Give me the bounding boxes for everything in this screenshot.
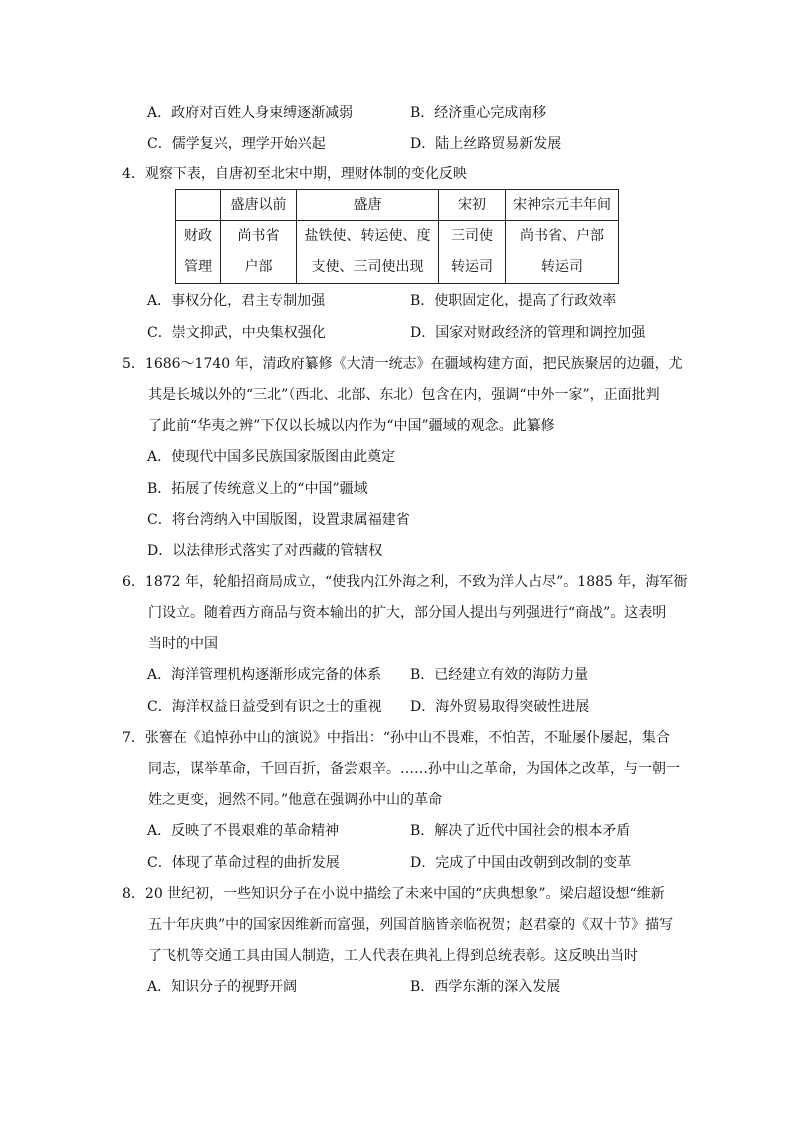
- table-cell: [439, 221, 506, 284]
- table-header-cell: 宋初: [439, 190, 506, 221]
- q7-stem-line: 7．张謇在《追悼孙中山的演说》中指出：“孙中山不畏难，不怕苦，不耻屡仆屡起，集合: [122, 730, 671, 746]
- q6-stem-line: 6．1872 年，轮船招商局成立，“使我内江外海之利，不致为洋人占尽”。1885 年，海军衙: [122, 574, 688, 590]
- table-cell-line: 转运司: [541, 259, 583, 275]
- q4-option-b: B．使职固定化，提高了行政效率: [410, 293, 617, 309]
- q3-option-b: B．经济重心完成南移: [410, 105, 547, 121]
- q5-option-a: A．使现代中国多民族国家版图由此奠定: [147, 449, 396, 465]
- q6-stem-line: 门设立。随着西方商品与资本输出的扩大，部分国人提出与列强进行“商战”。这表明: [148, 605, 667, 621]
- q8-stem-line: 五十年庆典”中的国家因维新而富强，列国首脑皆亲临祝贺；赵君豪的《双十节》描写: [148, 917, 674, 933]
- q5-stem-line: 其是长城以外的“三北”（西北、北部、东北）包含在内，强调“中外一家”，正面批判: [148, 387, 660, 403]
- q8-stem-line: 8．20 世纪初，一些知识分子在小说中描绘了未来中国的“庆典想象”。梁启超设想“维新: [122, 886, 665, 902]
- table-cell-line: 户部: [244, 259, 273, 275]
- table-cell-line: 尚书省、户部: [520, 228, 604, 244]
- table-header-cell: 宋神宗元丰年间: [506, 190, 619, 221]
- q5-stem-line: 了此前“华夷之辨”下仅以长城以内作为“中国”疆域的观念。此纂修: [148, 418, 555, 434]
- table-row-label: [176, 221, 221, 284]
- q6-option-d: D．海外贸易取得突破性进展: [410, 699, 590, 715]
- table-row-label-line: 管理: [184, 259, 212, 275]
- q7-option-c: C．体现了革命过程的曲折发展: [147, 855, 340, 871]
- table-row-label-line: 财政: [184, 228, 212, 244]
- table-header-cell: 盛唐以前: [221, 190, 297, 221]
- q7-option-b: B．解决了近代中国社会的根本矛盾: [410, 823, 631, 839]
- q7-option-d: D．完成了中国由改朝到改制的变革: [410, 855, 632, 871]
- table-cell-line: 盐铁使、转运使、度: [304, 228, 431, 244]
- q3-option-c: C．儒学复兴，理学开始兴起: [147, 136, 326, 152]
- table-header-cell: 盛唐: [297, 190, 439, 221]
- finance-system-table: [175, 189, 619, 284]
- q4-option-a: A．事权分化，君主专制加强: [147, 293, 326, 309]
- q8-option-a: A．知识分子的视野开阔: [147, 979, 298, 995]
- q5-option-c: C．将台湾纳入中国版图，设置隶属福建省: [147, 512, 410, 528]
- q3-option-d: D．陆上丝路贸易新发展: [410, 136, 562, 152]
- q7-stem-line: 同志，谋举革命，千回百折，备尝艰辛。……孙中山之革命，为国体之改革，与一朝一: [148, 761, 680, 777]
- q7-option-a: A．反映了不畏艰难的革命精神: [147, 823, 340, 839]
- table-cell-line: 支使、三司使出现: [311, 259, 424, 275]
- table-row: [176, 221, 619, 284]
- q5-option-d: D．以法律形式落实了对西藏的管辖权: [147, 543, 383, 559]
- q4-option-c: C．崇文抑武，中央集权强化: [147, 325, 326, 341]
- table-cell: [297, 221, 439, 284]
- table-header-empty: [176, 190, 221, 221]
- table-header-row: [176, 190, 619, 221]
- q8-option-b: B．西学东渐的深入发展: [410, 979, 561, 995]
- q4-option-d: D．国家对财政经济的管理和调控加强: [410, 325, 646, 341]
- table-cell-line: 尚书省: [237, 228, 280, 244]
- table-cell-line: 三司使: [451, 228, 493, 244]
- q3-option-a: A．政府对百姓人身束缚逐渐减弱: [147, 105, 354, 121]
- q7-stem-line: 姓之更变，迥然不同。”他意在强调孙中山的革命: [148, 792, 443, 808]
- q6-option-c: C．海洋权益日益受到有识之士的重视: [147, 699, 382, 715]
- q4-stem: 4．观察下表，自唐初至北宋中期，理财体制的变化反映: [122, 166, 467, 182]
- q6-option-b: B．已经建立有效的海防力量: [410, 667, 589, 683]
- q6-option-a: A．海洋管理机构逐渐形成完备的体系: [147, 667, 382, 683]
- table-cell: [221, 221, 297, 284]
- table-cell: [506, 221, 619, 284]
- q5-stem-line: 5．1686～1740 年，清政府纂修《大清一统志》在疆域构建方面，把民族聚居的边疆，尤: [122, 356, 683, 372]
- q8-stem-line: 了飞机等交通工具由国人制造，工人代表在典礼上得到总统表彰。这反映出当时: [148, 948, 638, 964]
- q5-option-b: B．拓展了传统意义上的“中国”疆域: [147, 481, 368, 497]
- table-cell-line: 转运司: [451, 259, 493, 275]
- q6-stem-line: 当时的中国: [148, 636, 218, 652]
